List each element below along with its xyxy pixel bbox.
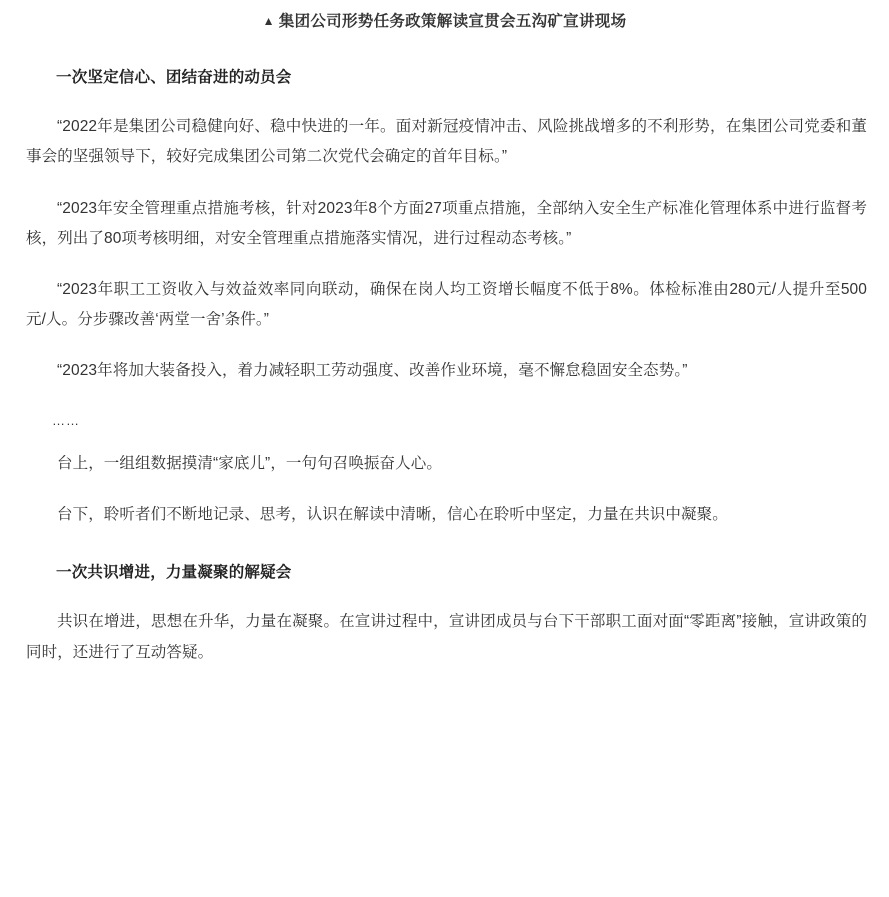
section-heading-1: 一次坚定信心、团结奋进的动员会 — [56, 68, 292, 86]
triangle-marker-icon: ▲ — [262, 14, 275, 28]
paragraph: 台下，聆听者们不断地记录、思考，认识在解读中清晰，信心在聆听中坚定，力量在共识中凝聚。 — [57, 505, 728, 523]
paragraph: “2022年是集团公司稳健向好、稳中快进的一年。面对新冠疫情冲击、风险挑战增多的不利形势，在集团公司党委和董事会的坚强领导下，较好完成集团公司第二次党代会确定的首年目标。” — [26, 118, 867, 166]
paragraph: “2023年安全管理重点措施考核，针对2023年8个方面27项重点措施，全部纳入安全生产标准化管理体系中进行监督考核，列出了80项考核明细，对安全管理重点措施落实情况，进行过程动态考核。” — [26, 199, 867, 247]
section-heading-2: 一次共识增进，力量凝聚的解疑会 — [56, 564, 292, 582]
paragraph-ellipsis: …… — [52, 412, 80, 428]
paragraph: 共识在增进，思想在升华，力量在凝聚。在宣讲过程中，宣讲团成员与台下干部职工面对面“零距离”接触，宣讲政策的同时，还进行了互动答疑。 — [26, 613, 867, 661]
paragraph: “2023年职工工资收入与效益效率同向联动，确保在岗人均工资增长幅度不低于8%。体检标准由280元/人提升至500元/人。分步骤改善‘两堂一舍’条件。” — [26, 281, 867, 329]
image-caption — [0, 0, 889, 35]
article-body — [0, 65, 889, 668]
image-caption-text: 集团公司形势任务政策解读宣贯会五沟矿宣讲现场 — [278, 13, 627, 30]
paragraph: 台上，一组组数据摸清“家底儿”，一句句召唤振奋人心。 — [57, 454, 442, 472]
paragraph: “2023年将加大装备投入，着力减轻职工劳动强度、改善作业环境，毫不懈怠稳固安全态势。” — [57, 362, 688, 380]
